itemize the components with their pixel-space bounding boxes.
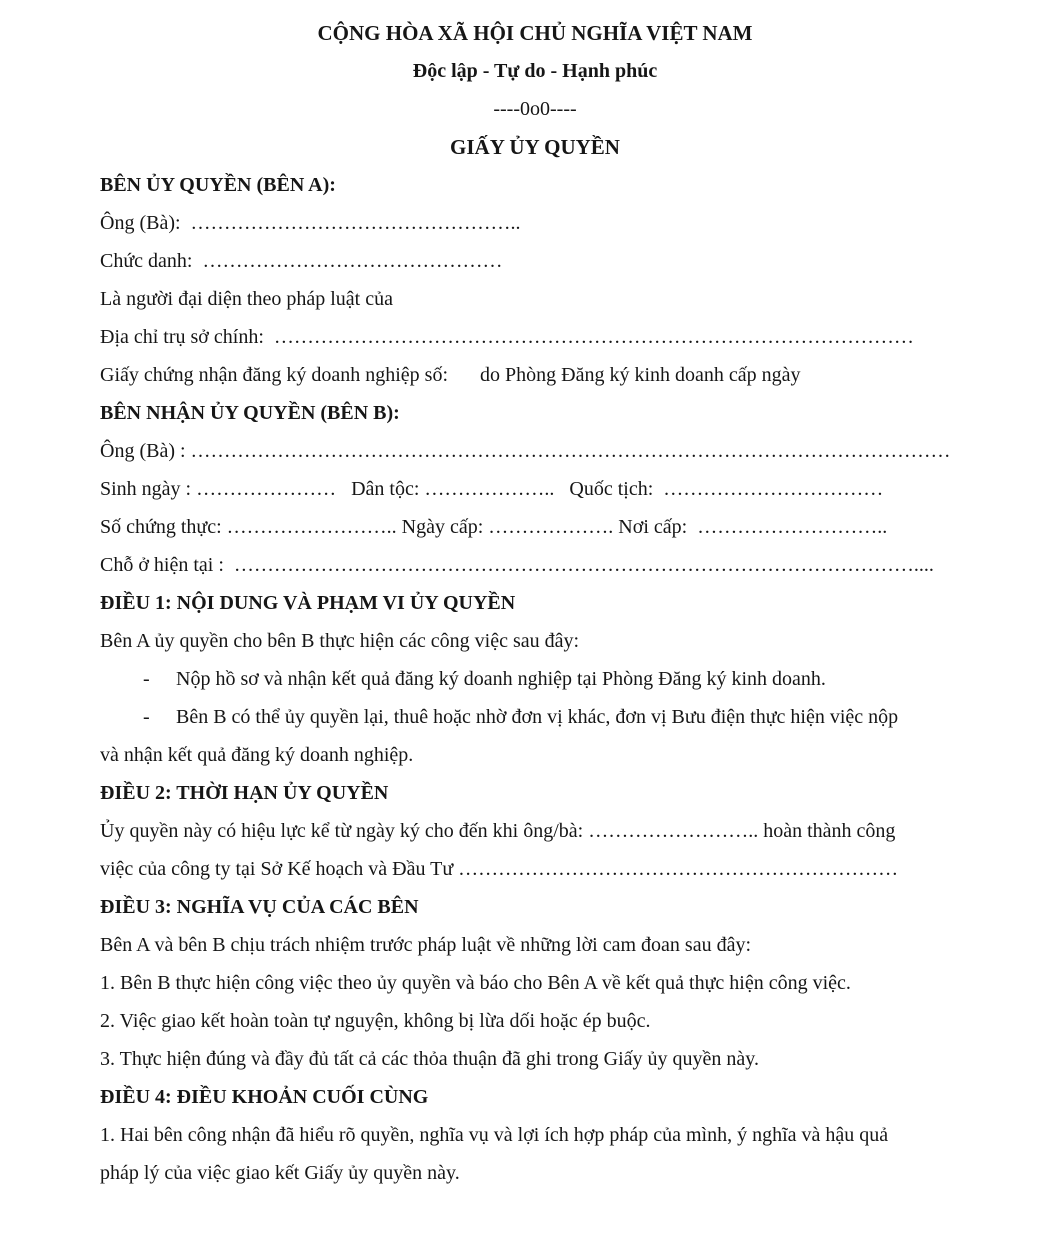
article1-heading: ĐIỀU 1: NỘI DUNG VÀ PHẠM VI ỦY QUYỀN [100,592,516,614]
article1-bullet-2 [100,698,970,736]
party-a-registration-label: Giấy chứng nhận đăng ký doanh nghiệp số: [100,364,448,386]
party-a-representative-line: Là người đại diện theo pháp luật của [100,288,393,310]
party-b-residence-line: Chỗ ở hiện tại : ………………………………………………………………………………………….... [100,554,934,576]
party-a-name-line: Ông (Bà): ………………………………………….. [100,212,521,234]
party-a-title-line: Chức danh: ……………………………………… [100,250,503,272]
article3-heading: ĐIỀU 3: NGHĨA VỤ CỦA CÁC BÊN [100,896,419,918]
article1-bullet-2-text: Bên B có thể ủy quyền lại, thuê hoặc nhờ đơn vị khác, đơn vị Bưu điện thực hiện việc nộp [176,706,899,728]
party-b-name-line: Ông (Bà) : …………………………………………………………………………………………………… [100,440,951,462]
national-motto: Độc lập - Tự do - Hạnh phúc [412,60,658,82]
article1-bullet-1-text: Nộp hồ sơ và nhận kết quả đăng ký doanh nghiệp tại Phòng Đăng ký kinh doanh. [176,668,826,690]
article3-intro: Bên A và bên B chịu trách nhiệm trước pháp luật về những lời cam đoan sau đây: [100,934,752,956]
article4-heading: ĐIỀU 4: ĐIỀU KHOẢN CUỐI CÙNG [100,1086,429,1108]
article3-item-2: 2. Việc giao kết hoàn toàn tự nguyện, không bị lừa dối hoặc ép buộc. [100,1010,651,1032]
party-a-registration-suffix: do Phòng Đăng ký kinh doanh cấp ngày [480,364,801,386]
ooo-separator: ----0o0---- [493,98,577,120]
article4-item-1: 1. Hai bên công nhận đã hiểu rõ quyền, nghĩa vụ và lợi ích hợp pháp của mình, ý nghĩa và hậu quả [100,1124,889,1146]
party-a-heading: BÊN ỦY QUYỀN (BÊN A): [100,174,336,196]
bullet-dash: - [143,706,150,728]
article3-item-3: 3. Thực hiện đúng và đầy đủ tất cả các thỏa thuận đã ghi trong Giấy ủy quyền này. [100,1048,759,1070]
article2-line1: Ủy quyền này có hiệu lực kể từ ngày ký cho đến khi ông/bà: …………………….. hoàn thành công [100,820,896,842]
party-b-birth-line: Sinh ngày : ………………… Dân tộc: ……………….. Quốc tịch: …………………………… [100,478,884,500]
article3-item-1: 1. Bên B thực hiện công việc theo ủy quyền và báo cho Bên A về kết quả thực hiện công việc. [100,972,851,994]
party-a-registration-line [100,356,970,394]
article1-continuation: và nhận kết quả đăng ký doanh nghiệp. [100,744,414,766]
document-title: GIẤY ỦY QUYỀN [450,135,620,159]
article4-continuation: pháp lý của việc giao kết Giấy ủy quyền này. [100,1162,460,1184]
party-b-heading: BÊN NHẬN ỦY QUYỀN (BÊN B): [100,402,400,424]
article2-heading: ĐIỀU 2: THỜI HẠN ỦY QUYỀN [100,782,389,804]
national-header: CỘNG HÒA XÃ HỘI CHỦ NGHĨA VIỆT NAM [317,21,753,45]
article2-line2: việc của công ty tại Sở Kế hoạch và Đầu Tư ………………………………………………………… [100,858,899,880]
article1-intro: Bên A ủy quyền cho bên B thực hiện các công việc sau đây: [100,630,580,652]
article1-bullet-1 [100,660,970,698]
party-a-address-line: Địa chỉ trụ sở chính: …………………………………………………………………………………… [100,326,914,348]
party-b-id-line: Số chứng thực: …………………….. Ngày cấp: ………………. Nơi cấp: ……………………….. [100,516,888,538]
bullet-dash: - [143,668,150,690]
